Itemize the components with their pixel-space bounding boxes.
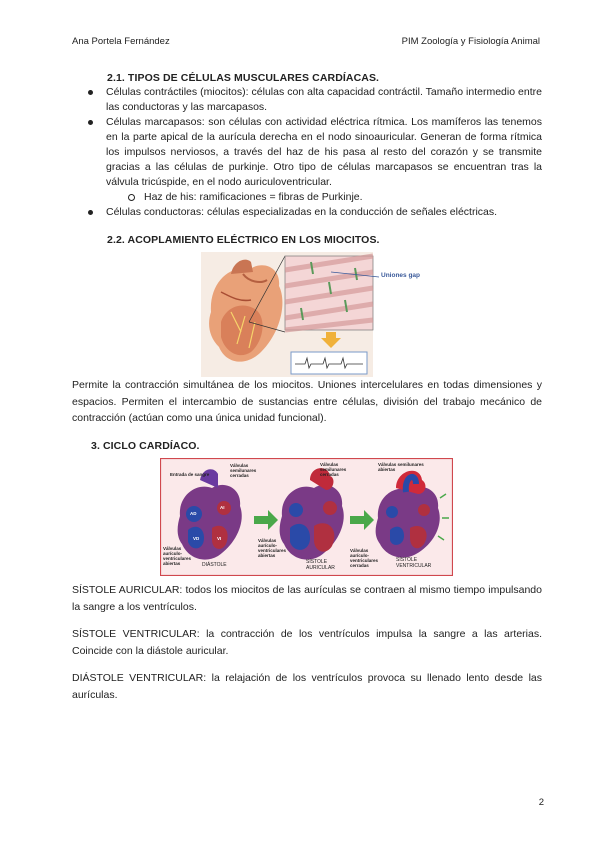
list-item-conductive: Células conductoras: células especializadas en la conducción de señales eléctricas.: [88, 205, 542, 220]
figure-label-semilunar-2: Válvulas semilunares cerradas: [320, 462, 347, 477]
figure-label-av-2: Válvulas aurículo-ventriculares abiertas: [258, 538, 287, 558]
hollow-bullet-icon: [128, 194, 135, 201]
caption-atrial-systole: SÍSTOLE AURICULAR: [306, 559, 335, 571]
figure-label-semilunar-1: Válvulas semilunares cerradas: [230, 463, 257, 478]
figure-label-entry: Entrada de sangre: [170, 472, 210, 477]
paragraph-atrial-systole: SÍSTOLE AURICULAR: todos los miocitos de las aurículas se contraen al mismo tiempo impulsando la sangre a los ventrículos.: [72, 584, 542, 613]
coupling-paragraph: Permite la contracción simultánea de los miocitos. Uniones intercelulares en todas dimensiones y espacios. Permiten el intercambio de sustancias entre células, división del trabajo mecánico de contracción (actúan como una única unidad funcional).: [72, 379, 542, 424]
figure-label-av-1: Válvulas aurículo-ventriculares abiertas: [163, 546, 192, 566]
sub-list-item-his: Haz de his: ramificaciones = fibras de Purkinje.: [106, 190, 542, 205]
bullet-icon: [88, 210, 93, 215]
cell-types-list: [88, 85, 542, 220]
header-course: PIM Zoología y Fisiología Animal: [401, 36, 540, 47]
chamber-label-vd: VD: [193, 536, 200, 541]
paragraph-ventricular-diastole: DIÁSTOLE VENTRICULAR: la relajación de los ventrículos provoca su llenado lento desde las aurículas.: [72, 672, 542, 701]
gap-junction-label: Uniones gap: [381, 272, 421, 279]
list-item-pacemaker: Células marcapasos: son células con actividad eléctrica rítmica. Los mamíferos las tenemos en la parte apical de la aurícula derecha en el nodo sinoauricular. Generan de forma rítmica los impulsos nerviosos, a través del haz de his pasa al resto del corazón y se transmite gracias a las células de purkinje. Otro tipo de células marcapasos se encuentran tras la válvula tricúspide, en el nodo auriculoventricular. Haz de his: ramificaciones = fibras de Purkinje.: [88, 115, 542, 205]
chamber-label-vi: VI: [217, 536, 222, 541]
caption-diastole: DIÁSTOLE: [202, 562, 227, 568]
list-item-contractile: Células contráctiles (miocitos): células con alta capacidad contráctil. Tamaño intermedio entre las conductoras y las marcapasos.: [88, 85, 542, 115]
page-number: 2: [538, 797, 544, 808]
gap-junction-figure: [201, 252, 431, 377]
chamber-label-ai: AI: [220, 505, 225, 510]
paragraph-ventricular-systole: SÍSTOLE VENTRICULAR: la contracción de los ventrículos impulsa la sangre a las arterias. Coincide con la diástole auricular.: [72, 628, 542, 657]
figure-label-av-3: Válvulas aurículo-ventriculares cerradas: [350, 548, 379, 568]
caption-ventricular-systole: SÍSTOLE VENTRICULAR: [396, 557, 432, 569]
section-2-2-title: 2.2. ACOPLAMIENTO ELÉCTRICO EN LOS MIOCITOS.: [107, 234, 380, 246]
cardiac-cycle-figure: [160, 458, 453, 576]
chamber-label-ad: AD: [190, 511, 197, 516]
figure-label-semilunar-3: Válvulas semilunares abiertas: [378, 462, 424, 472]
bullet-icon: [88, 90, 93, 95]
header-author: Ana Portela Fernández: [72, 36, 170, 47]
section-2-1-title: 2.1. TIPOS DE CÉLULAS MUSCULARES CARDÍACAS.: [107, 72, 380, 84]
section-3-title: 3. CICLO CARDÍACO.: [91, 440, 200, 452]
bullet-icon: [88, 120, 93, 125]
